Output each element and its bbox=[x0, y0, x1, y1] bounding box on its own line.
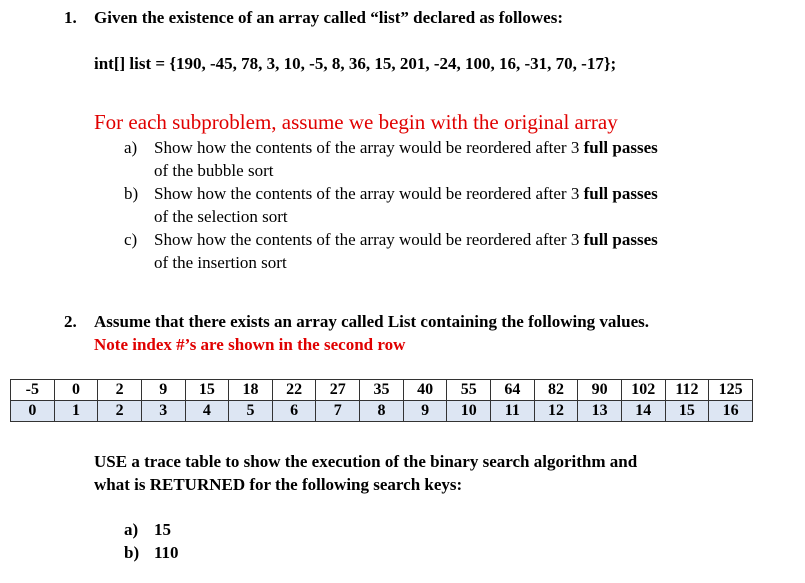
index-cell: 3 bbox=[141, 401, 185, 422]
index-note: Note index #’s are shown in the second row bbox=[94, 335, 406, 354]
question-2-text: Assume that there exists an array called List containing the following values. bbox=[94, 312, 650, 331]
index-cell: 0 bbox=[11, 401, 55, 422]
value-cell: 112 bbox=[665, 380, 709, 401]
values-row bbox=[11, 380, 753, 401]
indices-row bbox=[11, 401, 753, 422]
value-cell: 18 bbox=[229, 380, 273, 401]
value-cell: 82 bbox=[534, 380, 578, 401]
index-cell: 16 bbox=[709, 401, 753, 422]
value-cell: 2 bbox=[98, 380, 142, 401]
index-cell: 1 bbox=[54, 401, 98, 422]
search-key-b-letter: b) bbox=[124, 543, 140, 562]
value-cell: 9 bbox=[141, 380, 185, 401]
question-1-text: Given the existence of an array called “list” declared as followes: bbox=[94, 8, 563, 27]
search-key-a-value: 15 bbox=[154, 520, 171, 539]
subproblem-c-letter: c) bbox=[124, 230, 138, 249]
subproblem-c-continuation: of the insertion sort bbox=[154, 253, 287, 272]
index-cell: 5 bbox=[229, 401, 273, 422]
subproblem-b-letter: b) bbox=[124, 184, 139, 203]
value-cell: 40 bbox=[403, 380, 447, 401]
subproblem-c-text: Show how the contents of the array would be reordered after 3 full passes bbox=[154, 230, 658, 249]
index-cell: 7 bbox=[316, 401, 360, 422]
index-cell: 12 bbox=[534, 401, 578, 422]
value-cell: 55 bbox=[447, 380, 491, 401]
index-cell: 4 bbox=[185, 401, 229, 422]
index-cell: 14 bbox=[621, 401, 665, 422]
value-cell: 64 bbox=[491, 380, 535, 401]
index-cell: 8 bbox=[360, 401, 404, 422]
value-cell: 90 bbox=[578, 380, 622, 401]
value-cell: 125 bbox=[709, 380, 753, 401]
index-cell: 10 bbox=[447, 401, 491, 422]
index-cell: 15 bbox=[665, 401, 709, 422]
subproblem-b-continuation: of the selection sort bbox=[154, 207, 288, 226]
array-table bbox=[10, 379, 753, 422]
value-cell: 15 bbox=[185, 380, 229, 401]
search-key-b-value: 110 bbox=[154, 543, 179, 562]
array-declaration-code: int[] list = {190, -45, 78, 3, 10, -5, 8, 36, 15, 201, -24, 100, 16, -31, 70, -17}; bbox=[94, 54, 617, 73]
value-cell: 22 bbox=[272, 380, 316, 401]
value-cell: 0 bbox=[54, 380, 98, 401]
question-1-number: 1. bbox=[64, 8, 77, 27]
subproblem-b-text: Show how the contents of the array would be reordered after 3 full passes bbox=[154, 184, 658, 203]
subproblem-note: For each subproblem, assume we begin with the original array bbox=[94, 110, 618, 134]
instruction-line-1: USE a trace table to show the execution of the binary search algorithm and bbox=[94, 452, 638, 471]
subproblem-a-continuation: of the bubble sort bbox=[154, 161, 274, 180]
subproblem-a-text: Show how the contents of the array would be reordered after 3 full passes bbox=[154, 138, 658, 157]
search-key-a-letter: a) bbox=[124, 520, 139, 539]
index-cell: 2 bbox=[98, 401, 142, 422]
instruction-line-2: what is RETURNED for the following search keys: bbox=[94, 475, 463, 494]
value-cell: -5 bbox=[11, 380, 55, 401]
value-cell: 27 bbox=[316, 380, 360, 401]
index-cell: 11 bbox=[491, 401, 535, 422]
question-2-number: 2. bbox=[64, 312, 77, 331]
value-cell: 102 bbox=[621, 380, 665, 401]
index-cell: 9 bbox=[403, 401, 447, 422]
index-cell: 6 bbox=[272, 401, 316, 422]
subproblem-a-letter: a) bbox=[124, 138, 138, 157]
value-cell: 35 bbox=[360, 380, 404, 401]
index-cell: 13 bbox=[578, 401, 622, 422]
